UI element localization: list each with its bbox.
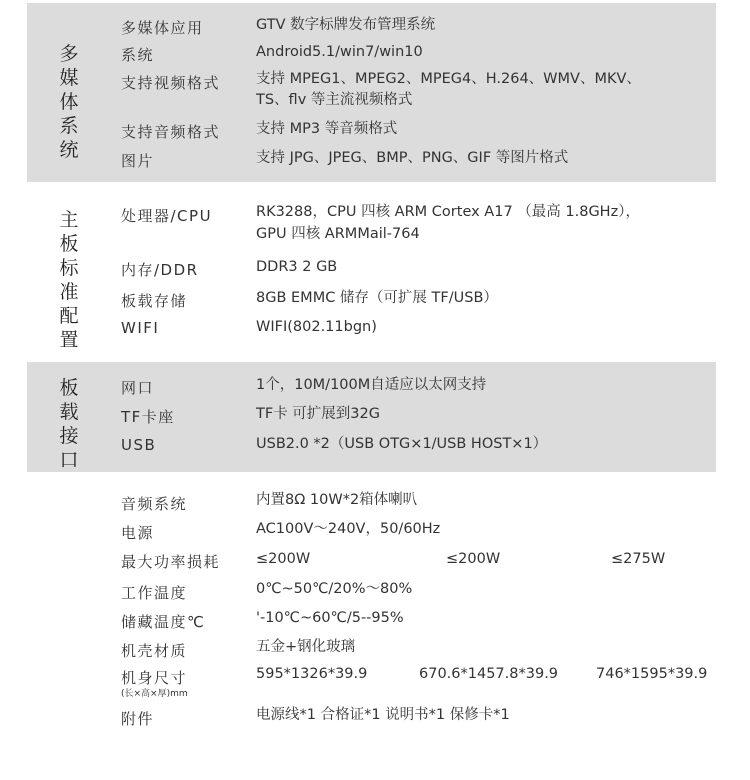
spec-value-storage: 8GB EMMC 储存（可扩展 TF/USB）: [256, 290, 498, 306]
interfaces-section-title: 板载接口: [59, 377, 79, 471]
spec-value-dimensions-1: 595*1326*39.9: [256, 666, 368, 682]
spec-value-tf-slot: TF卡 可扩展到32G: [256, 406, 380, 422]
spec-label-dimensions: 机身尺寸: [121, 669, 188, 687]
spec-label-accessories: 附件: [121, 710, 155, 728]
spec-value-audio-system: 内置8Ω 10W*2箱体喇叭: [256, 492, 418, 508]
spec-value-wifi: WIFI(802.11bgn): [256, 319, 377, 335]
spec-label-tf-slot: TF卡座: [121, 408, 175, 426]
spec-value-power: AC100V～240V，50/60Hz: [256, 521, 441, 537]
spec-label-multimedia-app: 多媒体应用: [121, 19, 204, 37]
spec-value-multimedia-app: GTV 数字标牌发布管理系统: [256, 17, 436, 33]
spec-value-dimensions-3: 746*1595*39.9: [596, 666, 708, 682]
spec-value-ethernet: 1个，10M/100M自适应以太网支持: [256, 377, 487, 393]
multimedia-section-title: 多媒体系统: [59, 43, 79, 161]
spec-sublabel-dimensions: (长×高×厚)mm: [121, 689, 188, 699]
spec-value-usb: USB2.0 *2（USB OTG×1/USB HOST×1）: [256, 436, 548, 452]
spec-value-max-power-1: ≤200W: [256, 551, 311, 567]
mainboard-section-title: 主板标准配置: [59, 209, 79, 351]
spec-value-ram: DDR3 2 GB: [256, 259, 338, 275]
spec-label-wifi: WIFI: [121, 319, 160, 337]
spec-label-storage: 板载存储: [121, 292, 188, 310]
spec-value-max-power-2: ≤200W: [446, 551, 501, 567]
spec-label-images: 图片: [121, 152, 155, 170]
spec-value-audio-formats: 支持 MP3 等音频格式: [256, 121, 398, 137]
spec-value-cpu-line1: RK3288，CPU 四核 ARM Cortex A17 （最高 1.8GHz），: [256, 204, 640, 220]
spec-value-dimensions-2: 670.6*1457.8*39.9: [419, 666, 559, 682]
spec-label-video-formats: 支持视频格式: [121, 74, 221, 92]
spec-label-operating-temp: 工作温度: [121, 584, 188, 602]
spec-value-accessories: 电源线*1 合格证*1 说明书*1 保修卡*1: [256, 707, 510, 723]
spec-label-os: 系统: [121, 46, 155, 64]
spec-value-images: 支持 JPG、JPEG、BMP、PNG、GIF 等图片格式: [256, 150, 569, 166]
spec-label-usb: USB: [121, 436, 157, 454]
spec-label-casing: 机壳材质: [121, 642, 188, 660]
spec-value-video-formats-line2: TS、flv 等主流视频格式: [256, 92, 413, 108]
spec-value-os: Android5.1/win7/win10: [256, 44, 423, 60]
spec-value-storage-temp: '-10℃~60℃/5--95%: [256, 610, 404, 626]
spec-label-audio-system: 音频系统: [121, 495, 188, 513]
spec-label-max-power: 最大功率损耗: [121, 553, 221, 571]
spec-value-cpu-line2: GPU 四核 ARMMail-764: [256, 226, 420, 242]
spec-label-audio-formats: 支持音频格式: [121, 123, 221, 141]
spec-value-casing: 五金+钢化玻璃: [256, 639, 356, 655]
spec-value-operating-temp: 0℃~50℃/20%～80%: [256, 581, 413, 597]
spec-label-storage-temp: 储藏温度℃: [121, 613, 206, 631]
spec-label-power: 电源: [121, 524, 155, 542]
spec-label-ethernet: 网口: [121, 379, 155, 397]
spec-label-cpu: 处理器/CPU: [121, 207, 213, 225]
spec-value-video-formats-line1: 支持 MPEG1、MPEG2、MPEG4、H.264、WMV、MKV、: [256, 71, 641, 87]
spec-value-max-power-3: ≤275W: [611, 551, 666, 567]
spec-label-ram: 内存/DDR: [121, 261, 199, 279]
